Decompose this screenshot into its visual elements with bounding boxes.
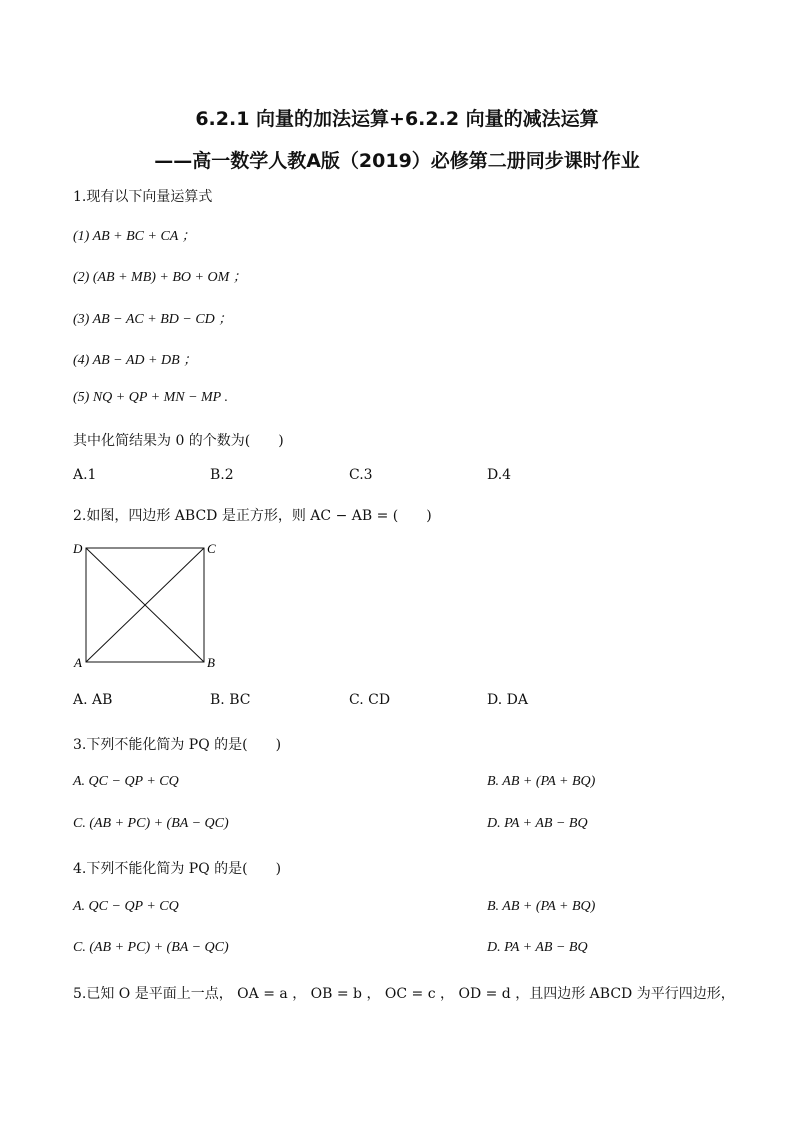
q1-question: 其中化简结果为 0 的个数为( )	[73, 433, 284, 449]
q2-option-b: B. BC	[210, 692, 251, 708]
q1-option-b: B.2	[210, 467, 234, 483]
vertex-label-c: C	[207, 541, 216, 556]
vertex-label-d: D	[73, 541, 83, 556]
document-title: 6.2.1 向量的加法运算+6.2.2 向量的减法运算	[195, 108, 599, 130]
q5-stem: 5.已知 O 是平面上一点， OA = a ， OB = b ， OC = c ， OD = d ，且四边形 ABCD 为平行四边形，	[73, 986, 735, 1002]
q1-option-d: D.4	[487, 467, 512, 483]
q2-option-d: D. DA	[487, 692, 528, 708]
q2-option-c: C. CD	[349, 692, 391, 708]
q1-item-4: (4) AB − AD + DB ；	[73, 353, 198, 368]
q4-option-a: A. QC − QP + CQ	[73, 899, 179, 914]
document-subtitle: ——高一数学人教A版（2019）必修第二册同步课时作业	[154, 150, 640, 172]
q3-stem: 3.下列不能化简为 PQ 的是( )	[73, 737, 282, 753]
q2-stem: 2.如图，四边形 ABCD 是正方形，则 AC − AB = ( )	[73, 508, 432, 524]
q1-item-5: (5) NQ + QP + MN − MP .	[73, 390, 228, 405]
vertex-label-b: B	[207, 655, 215, 670]
q4-option-c: C. (AB + PC) + (BA − QC)	[73, 940, 229, 955]
vertex-label-a: A	[74, 655, 82, 670]
q4-option-d: D. PA + AB − BQ	[487, 940, 588, 955]
q3-option-d: D. PA + AB − BQ	[487, 816, 588, 831]
q1-item-1: (1) AB + BC + CA ；	[73, 229, 196, 244]
q3-option-a: A. QC − QP + CQ	[73, 774, 179, 789]
q1-option-a: A.1	[73, 467, 97, 483]
q1-item-2: (2) (AB + MB) + BO + OM ；	[73, 270, 247, 285]
q1-item-3: (3) AB − AC + BD − CD ；	[73, 312, 233, 327]
q4-option-b: B. AB + (PA + BQ)	[487, 899, 596, 914]
q1-option-c: C.3	[349, 467, 373, 483]
q1-stem: 1.现有以下向量运算式	[73, 189, 213, 205]
q2-option-a: A. AB	[73, 692, 113, 708]
square-figure	[70, 538, 230, 672]
q3-option-b: B. AB + (PA + BQ)	[487, 774, 596, 789]
q4-stem: 4.下列不能化简为 PQ 的是( )	[73, 861, 282, 877]
q3-option-c: C. (AB + PC) + (BA − QC)	[73, 816, 229, 831]
